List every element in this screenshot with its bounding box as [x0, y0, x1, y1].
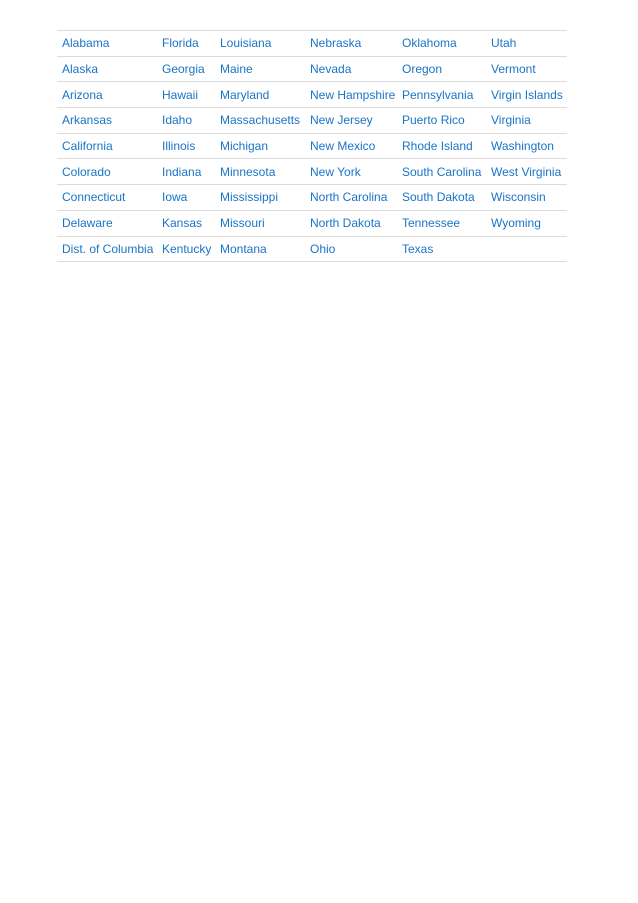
table-row [57, 210, 567, 236]
table-row [57, 159, 567, 185]
state-link[interactable]: North Dakota [305, 210, 397, 236]
state-link[interactable]: Alaska [57, 56, 157, 82]
table-row [57, 56, 567, 82]
state-link[interactable]: Mississippi [215, 185, 305, 211]
state-link[interactable]: Missouri [215, 210, 305, 236]
state-link[interactable]: Rhode Island [397, 133, 486, 159]
state-link[interactable]: Connecticut [57, 185, 157, 211]
state-link[interactable]: Utah [486, 31, 567, 57]
state-link[interactable]: Virgin Islands [486, 82, 567, 108]
state-link[interactable]: Kentucky [157, 236, 215, 262]
table-row [57, 31, 567, 57]
state-link[interactable]: New York [305, 159, 397, 185]
state-link[interactable]: Illinois [157, 133, 215, 159]
state-link[interactable]: New Hampshire [305, 82, 397, 108]
state-link[interactable]: Montana [215, 236, 305, 262]
state-link[interactable]: Hawaii [157, 82, 215, 108]
table-row [57, 108, 567, 134]
state-link[interactable]: Virginia [486, 108, 567, 134]
state-link[interactable]: Arkansas [57, 108, 157, 134]
state-link[interactable]: Vermont [486, 56, 567, 82]
state-link[interactable]: Indiana [157, 159, 215, 185]
state-link[interactable]: Pennsylvania [397, 82, 486, 108]
state-link[interactable]: Michigan [215, 133, 305, 159]
table-row [57, 133, 567, 159]
state-link[interactable]: Alabama [57, 31, 157, 57]
table-row [57, 185, 567, 211]
state-link[interactable]: Wisconsin [486, 185, 567, 211]
table-row [57, 236, 567, 262]
state-link[interactable]: Delaware [57, 210, 157, 236]
state-link[interactable]: North Carolina [305, 185, 397, 211]
state-link[interactable]: Kansas [157, 210, 215, 236]
state-link[interactable]: Louisiana [215, 31, 305, 57]
state-link[interactable]: South Carolina [397, 159, 486, 185]
state-link[interactable]: New Mexico [305, 133, 397, 159]
state-link[interactable]: Tennessee [397, 210, 486, 236]
state-link[interactable]: Iowa [157, 185, 215, 211]
state-link[interactable]: Colorado [57, 159, 157, 185]
state-link[interactable]: Nevada [305, 56, 397, 82]
state-link[interactable]: Idaho [157, 108, 215, 134]
empty-cell [486, 236, 567, 262]
state-link[interactable]: Puerto Rico [397, 108, 486, 134]
states-table-body [57, 31, 567, 262]
state-link[interactable]: Oregon [397, 56, 486, 82]
state-link[interactable]: Maine [215, 56, 305, 82]
state-link[interactable]: Oklahoma [397, 31, 486, 57]
state-link[interactable]: Massachusetts [215, 108, 305, 134]
state-link[interactable]: Texas [397, 236, 486, 262]
states-table [57, 30, 567, 262]
state-link[interactable]: Nebraska [305, 31, 397, 57]
state-link[interactable]: Florida [157, 31, 215, 57]
state-link[interactable]: Georgia [157, 56, 215, 82]
state-link[interactable]: Minnesota [215, 159, 305, 185]
state-link[interactable]: Dist. of Columbia [57, 236, 157, 262]
state-link[interactable]: West Virginia [486, 159, 567, 185]
state-link[interactable]: South Dakota [397, 185, 486, 211]
state-link[interactable]: Washington [486, 133, 567, 159]
state-link[interactable]: New Jersey [305, 108, 397, 134]
state-link[interactable]: Maryland [215, 82, 305, 108]
state-link[interactable]: Ohio [305, 236, 397, 262]
state-link[interactable]: Arizona [57, 82, 157, 108]
table-row [57, 82, 567, 108]
state-link[interactable]: California [57, 133, 157, 159]
state-link[interactable]: Wyoming [486, 210, 567, 236]
